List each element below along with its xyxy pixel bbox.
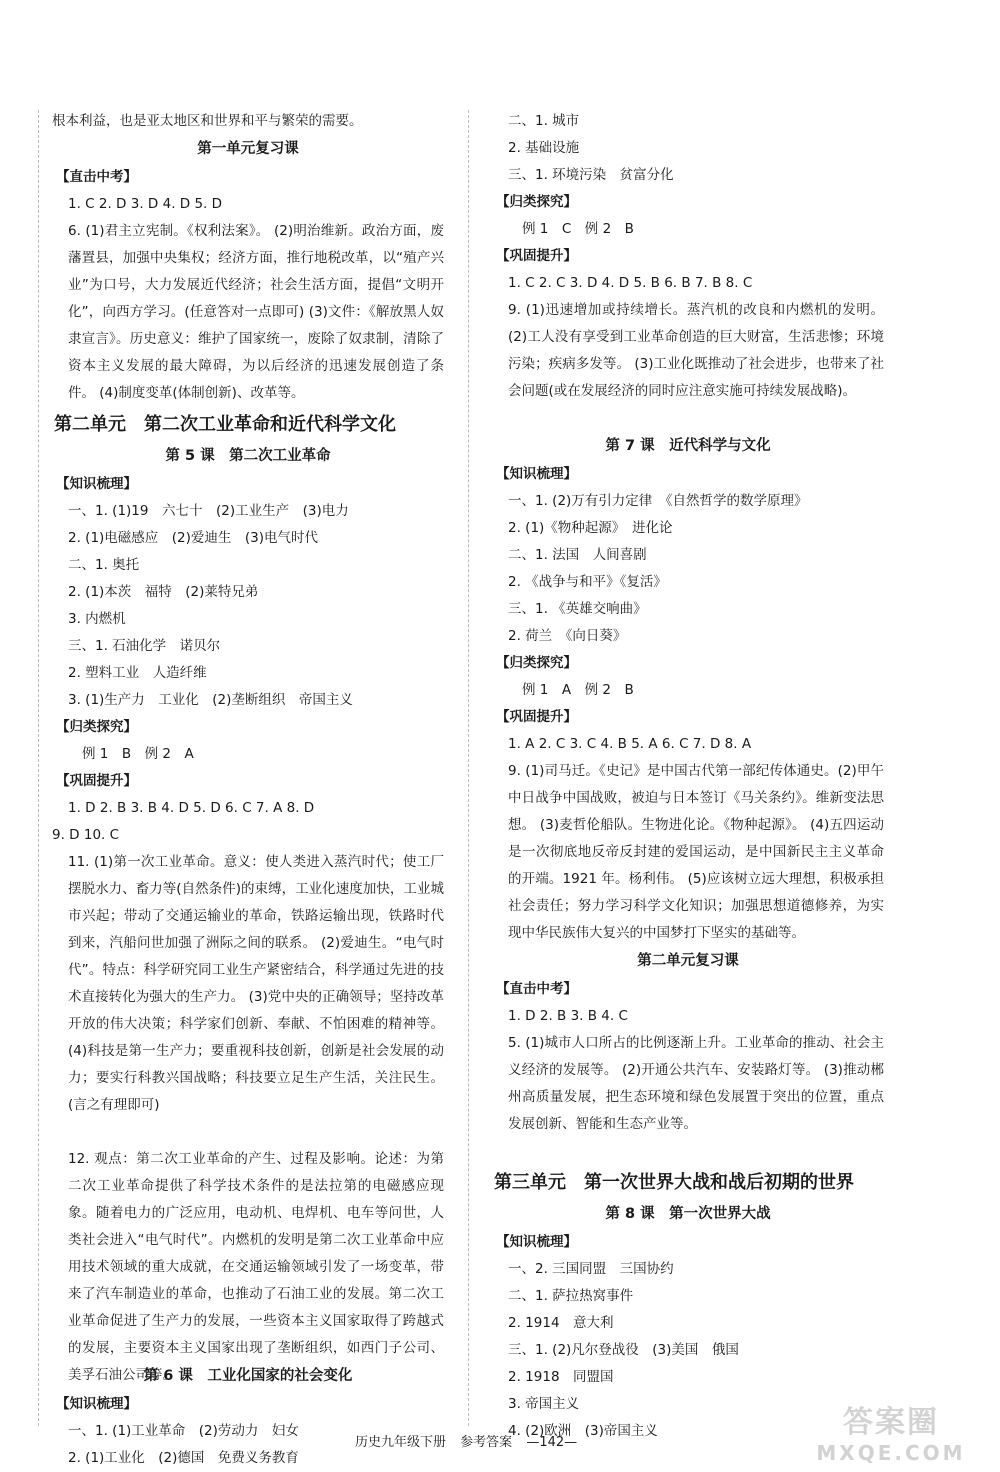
lesson7-explore: 例 1 A 例 2 B [522,682,634,698]
unit3-title: 第三单元 第一次世界大战和战后初期的世界 [494,1172,854,1193]
lesson7-k3: 2. 《战争与和平》《复活》 [508,574,667,590]
review1-title: 第一单元复习课 [197,141,299,157]
right-column [492,108,884,1445]
lesson8-k6: 4. (2)欧洲 (3)帝国主义 [508,1423,658,1439]
left-column [52,108,447,1472]
lesson7-k4: 三、1. 《英雄交响曲》 [508,601,647,617]
lesson5-c2: 9. D 10. C [52,827,120,843]
review2-q5: 5. (1)城市人口所占的比例逐渐上升。工业革命的推动、社会主义经济的发展等。 (2)开通公共汽车、安装路灯等。 (3)推动郴州高质量发展，把生态环境和绿色发展置于突出的位置，重点发展创新、智能和生态产业等。 [508,1035,884,1132]
lesson7-c1: 1. A 2. C 3. C 4. B 5. A 6. C 7. D 8. A [508,736,752,752]
lesson7-knowledge-tag: 【知识梳理】 [496,466,577,482]
lesson5-k2: 二、1. 奥托 [68,557,140,573]
watermark-url: MXQE.COM [816,1441,966,1465]
lesson8-k2: 2. 1914 意大利 [508,1315,614,1331]
left-margin-rule [38,110,39,1426]
lesson6-k1: 2. (1)工业化 (2)德国 免费义务教育 [68,1450,299,1466]
lesson8-k0: 一、2. 三国同盟 三国协约 [508,1261,674,1277]
review2-tag: 【直击中考】 [496,981,577,997]
lesson5-k1: 2. (1)电磁感应 (2)爱迪生 (3)电气时代 [68,530,319,546]
lesson7-consolidate-tag: 【巩固提升】 [496,709,577,725]
lesson7-k2: 二、1. 法国 人间喜剧 [508,547,647,563]
lesson6-explore: 例 1 C 例 2 B [522,221,634,237]
lesson8-title: 第 8 课 第一次世界大战 [605,1206,771,1222]
lesson8-k5: 3. 帝国主义 [508,1396,580,1412]
lesson8-k1: 二、1. 萨拉热窝事件 [508,1288,634,1304]
lesson8-k3: 三、1. (2)凡尔登战役 (3)美国 俄国 [508,1342,739,1358]
review1-q6: 6. (1)君主立宪制。《权利法案》。 (2)明治维新。政治方面，废藩置县，加强中央集权；经济方面，推行地税改革，以“殖产兴业”为口号，大力发展近代经济；社会生活方面，提倡“文明开化”，向西方学习。(任意答对一点即可) (3)文件：《解放黑人奴隶宣言》。历史意义：维护了国家统一，废除了奴隶制，清除了资本主义发展的最大障碍，为以后经济的迅速发展创造了条件。 (4)制度变革(体制创新)、改革等。 [68,223,444,401]
lesson5-c1: 1. D 2. B 3. B 4. D 5. D 6. C 7. A 8. D [68,800,315,816]
lesson5-k3: 2. (1)本茨 福特 (2)莱特兄弟 [68,584,259,600]
lesson7-title: 第 7 课 近代科学与文化 [605,438,771,454]
right-top-0: 二、1. 城市 [508,113,580,129]
footer-section: 参考答案 [460,1435,513,1450]
intro-line: 根本利益，也是亚太地区和世界和平与繁荣的需要。 [52,113,363,129]
column-divider [468,110,469,1426]
review1-tag: 【直击中考】 [56,169,137,185]
lesson7-k1: 2. (1)《物种起源》 进化论 [508,520,673,536]
watermark-text: 答案圈 [843,1405,939,1440]
lesson6-consolidate-tag: 【巩固提升】 [496,248,577,264]
lesson5-title: 第 5 课 第二次工业革命 [165,448,331,464]
lesson5-q12: 12. 观点：第二次工业革命的产生、过程及影响。论述：为第二次工业革命提供了科学技术条件的是法拉第的电磁感应现象。随着电力的广泛应用，电动机、电焊机、电车等问世，人类社会进入“电气时代”。内燃机的发明是第二次工业革命中应用技术领域的重大成就，在交通运输领域引发了一场变革，带来了汽车制造业的革命，也推动了石油工业的发展。第二次工业革命促进了生产力的发展，一些资本主义国家取得了跨越式的发展，主要资本主义国家出现了垄断组织，如西门子公司、美孚石油公司等。 [68,1151,444,1383]
lesson7-q9: 9. (1)司马迁。《史记》是中国古代第一部纪传体通史。(2)甲午中日战争中国战败，被迫与日本签订《马关条约》。维新变法思想。 (3)麦哲伦船队。生物进化论。《物种起源》。 (4)五四运动是一次彻底地反帝反封建的爱国运动，是中国新民主主义革命的开端。1921 年。杨利伟。 (5)应该树立远大理想，积极承担社会责任；努力学习科学文化知识；加强思想道德修养，为实现中华民族伟大复兴的中国梦打下坚实的基础等。 [508,763,884,941]
lesson5-explore-tag: 【归类探究】 [56,719,137,735]
lesson6-title: 第 6 课 工业化国家的社会变化 [143,1368,353,1384]
lesson7-k0: 一、1. (2)万有引力定律 《自然哲学的数学原理》 [508,493,808,509]
lesson5-consolidate-tag: 【巩固提升】 [56,773,137,789]
footer-page-number: —142— [526,1435,578,1450]
lesson5-knowledge-tag: 【知识梳理】 [56,476,137,492]
lesson5-k7: 3. (1)生产力 工业化 (2)垄断组织 帝国主义 [68,692,353,708]
footer-subject: 历史九年级下册 [355,1435,447,1450]
page-footer [355,1431,587,1450]
lesson5-k4: 3. 内燃机 [68,611,126,627]
lesson5-k5: 三、1. 石油化学 诺贝尔 [68,638,221,654]
lesson7-explore-tag: 【归类探究】 [496,655,577,671]
right-top-1: 2. 基础设施 [508,140,580,156]
lesson7-k5: 2. 荷兰 《向日葵》 [508,628,627,644]
lesson6-knowledge-tag: 【知识梳理】 [56,1396,137,1412]
lesson5-k6: 2. 塑料工业 人造纤维 [68,665,207,681]
lesson5-k0: 一、1. (1)19 六七十 (2)工业生产 (3)电力 [68,503,349,519]
lesson6-q9: 9. (1)迅速增加或持续增长。蒸汽机的改良和内燃机的发明。(2)工人没有享受到工业革命创造的巨大财富，生活悲惨；环境污染；疾病多发等。 (3)工业化既推动了社会进步，也带来了社会问题(或在发展经济的同时应注意实施可持续发展战略)。 [508,302,884,399]
lesson6-c1: 1. C 2. C 3. D 4. D 5. B 6. B 7. B 8. C [508,275,753,291]
lesson5-explore: 例 1 B 例 2 A [82,746,194,762]
lesson8-knowledge-tag: 【知识梳理】 [496,1234,577,1250]
review1-answers: 1. C 2. D 3. D 4. D 5. D [68,196,223,212]
lesson5-q11: 11. (1)第一次工业革命。意义：使人类进入蒸汽时代；使工厂摆脱水力、畜力等(自然条件)的束缚，工业化速度加快，工业城市兴起；带动了交通运输业的革命，铁路运输出现，铁路时代到来，汽船问世加强了洲际之间的联系。 (2)爱迪生。“电气时代”。特点：科学研究同工业生产紧密结合，科学通过先进的技术直接转化为强大的生产力。 (3)党中央的正确领导；坚持改革开放的伟大决策；科学家们创新、奉献、不怕困难的精神等。 (4)科技是第一生产力；要重视科技创新，创新是社会发展的动力；要实行科教兴国战略；科技要立足生产生活，关注民生。(言之有理即可) [68,854,444,1113]
right-top-2: 三、1. 环境污染 贫富分化 [508,167,674,183]
lesson6-explore-tag: 【归类探究】 [496,194,577,210]
unit2-title: 第二单元 第二次工业革命和近代科学文化 [54,414,396,435]
review2-answers: 1. D 2. B 3. B 4. C [508,1008,628,1024]
lesson8-k4: 2. 1918 同盟国 [508,1369,614,1385]
lesson6-k0: 一、1. (1)工业革命 (2)劳动力 妇女 [68,1423,299,1439]
review2-title: 第二单元复习课 [637,953,739,969]
